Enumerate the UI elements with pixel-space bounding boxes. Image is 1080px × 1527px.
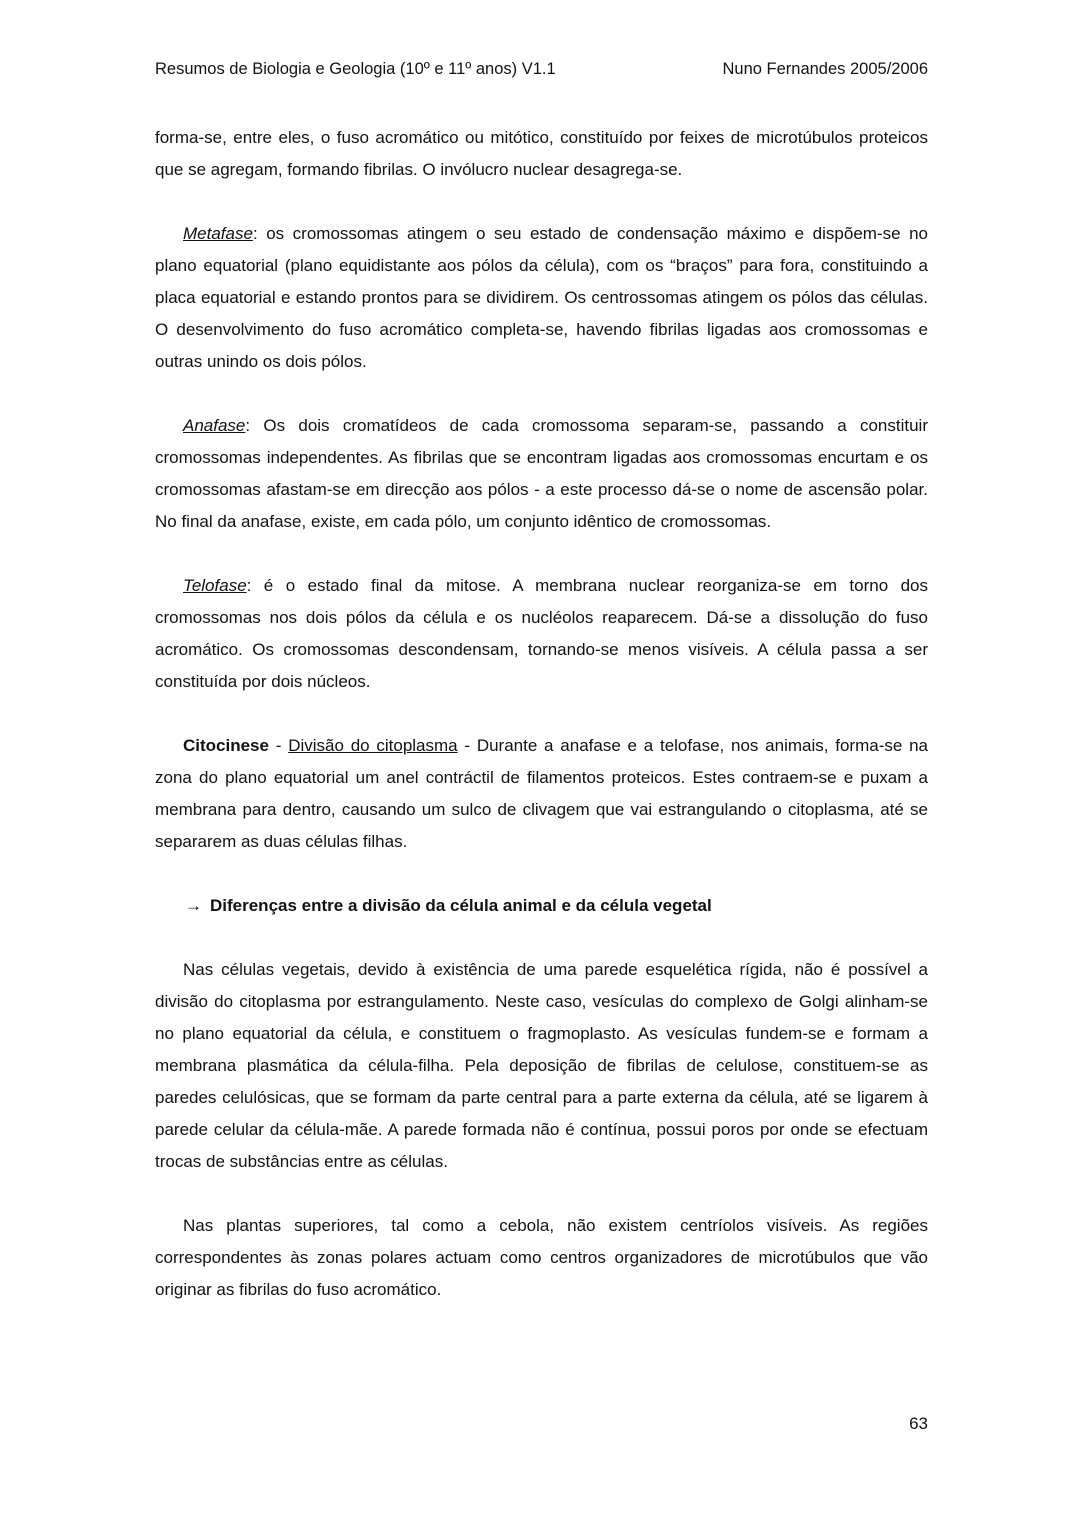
separator-dash: - — [268, 736, 289, 755]
paragraph-text: : os cromossomas atingem o seu estado de condensação máximo e dispõem-se no plano equatorial (plano equidistante aos pólos da célula), com os “braços” para fora, constituindo a placa equatorial e estando prontos para se dividirem. Os centrossomas atingem os pólos das células. O desenvolvimento do fuso acromático completa-se, havendo fibrilas ligadas aos cromossomas e outras unindo os dois pólos. — [155, 224, 928, 371]
term-citocinese: Citocinese — [183, 736, 269, 755]
paragraph-text: : Os dois cromatídeos de cada cromossoma separam-se, passando a constituir cromossomas independentes. As fibrilas que se encontram ligadas aos cromossomas encurtam e os cromossomas afastam-se em direcção aos pólos - a este processo dá-se o nome de ascensão polar. No final da anafase, existe, em cada pólo, um conjunto idêntico de cromossomas. — [155, 416, 928, 531]
arrow-icon: → — [185, 896, 202, 915]
paragraph-text: - Durante a anafase e a telofase, nos animais, forma-se na zona do plano equatorial um anel contráctil de filamentos proteicos. Estes contraem-se e puxam a membrana para dentro, causando um sulco de clivagem que vai estrangulando o citoplasma, até se separarem as duas células filhas. — [155, 736, 928, 851]
paragraph-citocinese — [155, 730, 928, 858]
paragraph-text: : é o estado final da mitose. A membrana nuclear reorganiza-se em torno dos cromossomas nos dois pólos da célula e os nucléolos reaparecem. Dá-se a dissolução do fuso acromático. Os cromossomas descondensam, tornando-se menos visíveis. A célula passa a ser constituída por dois núcleos. — [155, 576, 928, 691]
header-document-title: Resumos de Biologia e Geologia (10º e 11º anos) V1.1 — [155, 60, 556, 78]
paragraph-anafase — [155, 410, 928, 538]
page-header — [155, 58, 928, 80]
paragraph-celulas-vegetais — [155, 954, 928, 1178]
phase-term-anafase: Anafase — [183, 416, 246, 435]
paragraph-text: Nas células vegetais, devido à existência de uma parede esquelética rígida, não é possível a divisão do citoplasma por estrangulamento. Neste caso, vesículas do complexo de Golgi alinham-se no plano equatorial da célula, e constituem o fragmoplasto. As vesículas fundem-se e formam a membrana plasmática da célula-filha. Pela deposição de fibrilas de celulose, constituem-se as paredes celulósicas, que se formam da parte central para a parte externa da célula, até se ligarem à parede celular da célula-mãe. A parede formada não é contínua, possui poros por onde se efectuam trocas de substâncias entre as células. — [155, 960, 928, 1171]
paragraph-metafase — [155, 218, 928, 378]
page-number: 63 — [909, 1414, 928, 1433]
paragraph-telofase — [155, 570, 928, 698]
section-heading — [185, 890, 928, 922]
header-author-year: Nuno Fernandes 2005/2006 — [722, 60, 928, 78]
paragraph-plantas-superiores — [155, 1210, 928, 1306]
subterm-divisao-citoplasma: Divisão do citoplasma — [288, 736, 458, 755]
paragraph-fuso-acromatico — [155, 122, 928, 186]
document-body — [155, 122, 928, 1306]
page-footer — [909, 1413, 928, 1435]
phase-term-metafase: Metafase — [183, 224, 253, 243]
paragraph-text: forma-se, entre eles, o fuso acromático ou mitótico, constituído por feixes de microtúbulos proteicos que se agregam, formando fibrilas. O invólucro nuclear desagrega-se. — [155, 128, 928, 179]
phase-term-telofase: Telofase — [183, 576, 247, 595]
paragraph-text: Nas plantas superiores, tal como a cebola, não existem centríolos visíveis. As regiões correspondentes às zonas polares actuam como centros organizadores de microtúbulos que vão originar as fibrilas do fuso acromático. — [155, 1216, 928, 1299]
section-heading-text: Diferenças entre a divisão da célula animal e da célula vegetal — [210, 896, 712, 915]
